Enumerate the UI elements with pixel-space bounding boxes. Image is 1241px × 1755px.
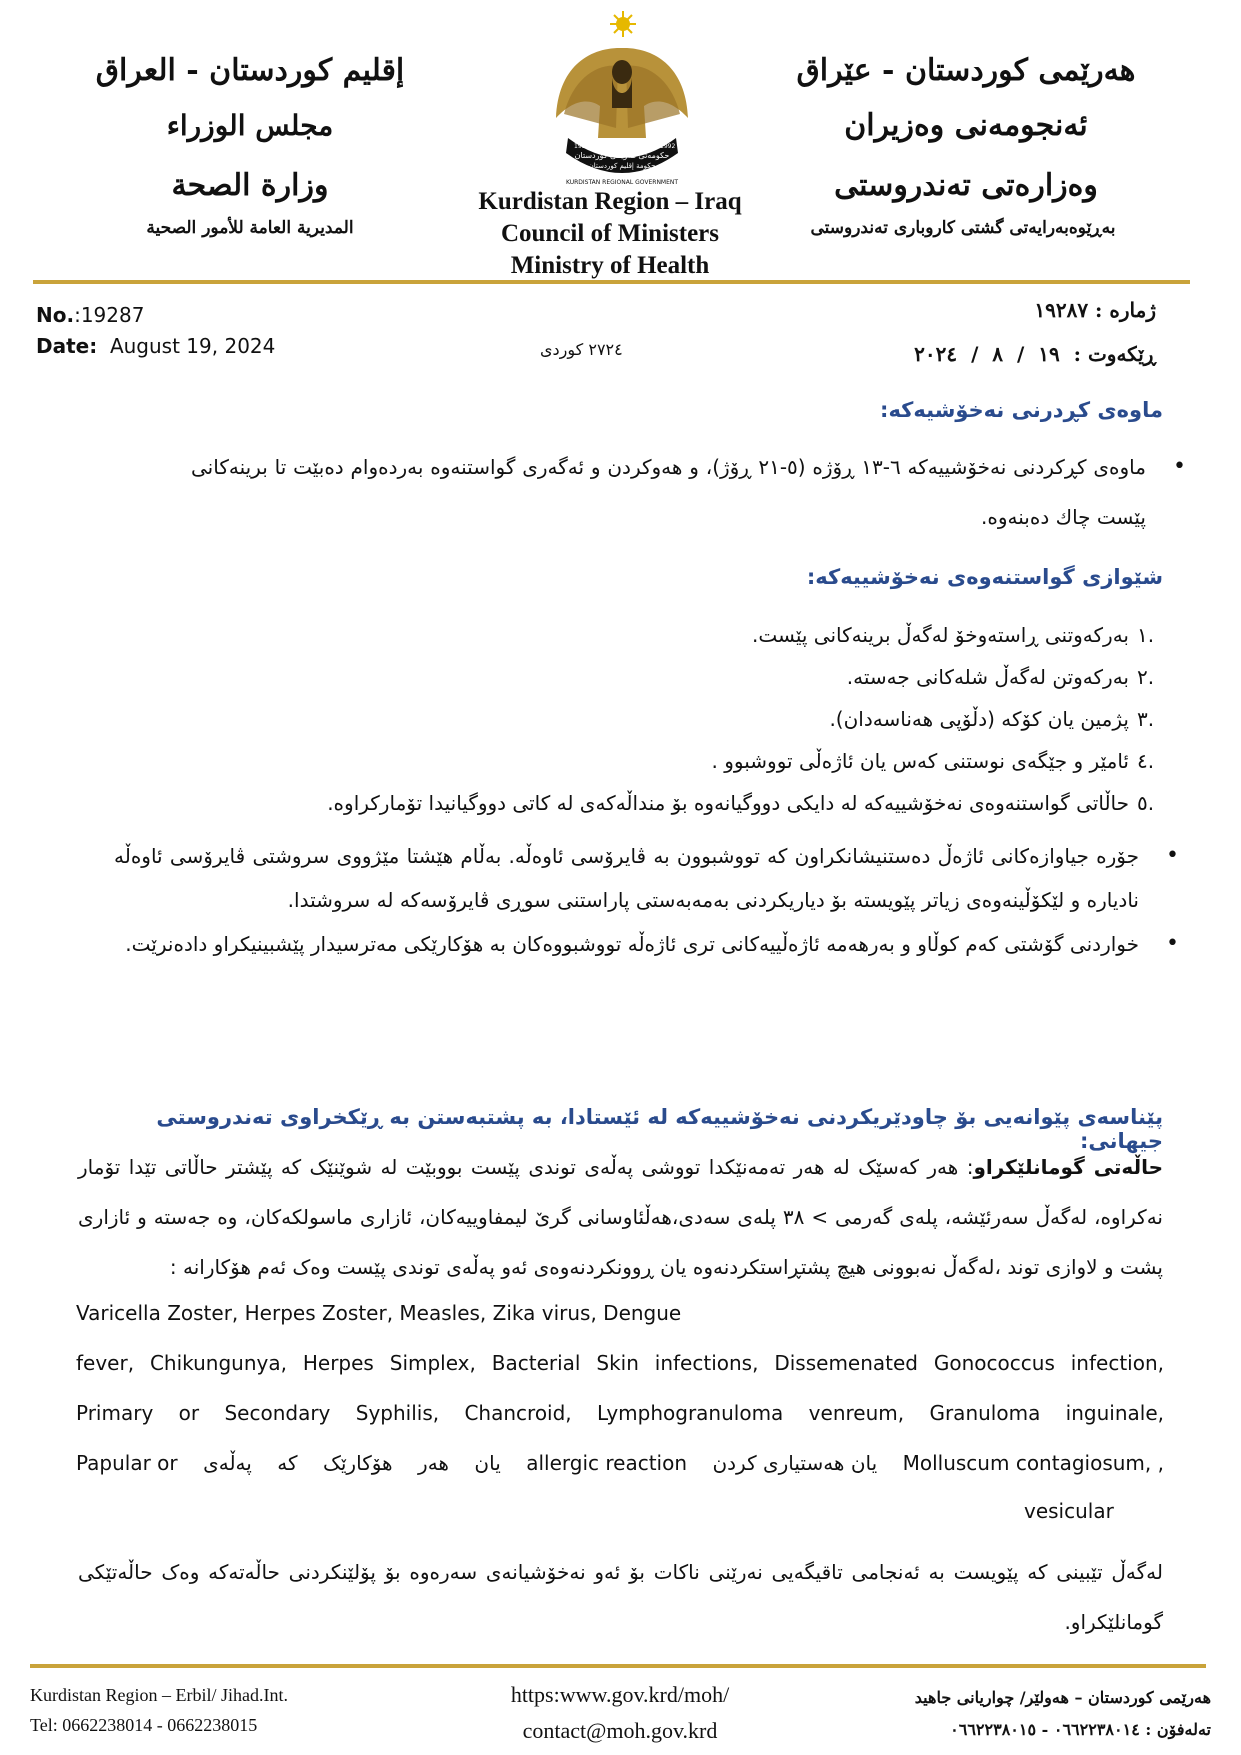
- header-arabic-line1: إقليم كوردستان - العراق: [95, 53, 405, 88]
- step-number-3: .٣: [1137, 707, 1155, 731]
- footer-address-ku: هەرێمی کوردستان – هەولێر/ چواریانی جاهید: [914, 1688, 1211, 1707]
- document-number-label: No.: [36, 303, 75, 327]
- eagle-emblem-icon: [528, 8, 714, 188]
- header-english-line1: Kurdistan Region – Iraq: [478, 188, 742, 215]
- transmission-step-4: [169, 740, 1155, 782]
- header-kurdish-line4: بەڕێوەبەرایەتی گشتی کاروباری تەندروستی: [810, 218, 1116, 238]
- footer-phone-ku: تەلەفۆن : ٠٦٦٢٢٣٨٠١٤ - ٠٦٦٢٢٣٨٠١٥: [950, 1720, 1211, 1739]
- document-date-value: August 19, 2024: [109, 334, 276, 358]
- suspected-case-paragraph: [78, 1142, 1163, 1292]
- papular-text: Papular or: [76, 1451, 178, 1475]
- header-english-line2: Council of Ministers: [500, 220, 720, 247]
- header-arabic-line4: المديرية العامة للأمور الصحية: [146, 218, 354, 238]
- logo-year-right: 1992: [660, 143, 676, 150]
- header-arabic-line2: مجلس الوزراء: [166, 109, 334, 142]
- header-kurdish-block: [786, 46, 1146, 216]
- that-word: کە: [277, 1451, 298, 1475]
- footer-right: [915, 1682, 1211, 1746]
- footer-left: [30, 1680, 288, 1740]
- footer-address-en: Kurdistan Region – Erbil/ Jihad.Int.: [30, 1685, 288, 1705]
- kurdish-date: ڕێکەوت : ١٩ / ٨ / ٢٠٢٤: [914, 342, 1156, 366]
- header-arabic-line3: وزارة الصحة: [171, 168, 329, 203]
- website-link[interactable]: https:www.gov.krd/moh/: [510, 1682, 730, 1707]
- footer-center: [470, 1677, 770, 1749]
- transmission-step-3: [169, 698, 1155, 740]
- step-number-1: .١: [1137, 623, 1155, 647]
- footer-divider: [30, 1664, 1206, 1668]
- suspected-case-text: : هەر کەسێک لە هەر تەمەنێکدا تووشی پەڵەی توندی پێست بووبێت لە شوێنێک کە پێشتر حاڵاتی تێدا تۆمار نەکراوە، لەگەڵ سەرئێشە، پلەی گەرمی > ٣٨ پلەی سەدی،هەڵئاوسانی گرێ لیمفاوییەکان، ئازاری ماسولکەکان، وە جەستە و ئازاری پشت و لاوازی توند ،لەگەڵ نەبوونی هیچ پشتڕاستکردنەوە یان ڕوونکردنەوەی ئەو پەڵەی توندی پێست وەک ئەم هۆکارانە :: [78, 1155, 1163, 1279]
- document-number-value: :19287: [74, 303, 145, 327]
- email-link[interactable]: contact@moh.gov.krd: [522, 1718, 718, 1743]
- transmission-steps: [169, 614, 1169, 824]
- kurdish-year: ٢٧٢٤ كوردی: [540, 340, 623, 359]
- section1-heading: ماوەی کڕدرنی نەخۆشیەکە:: [880, 398, 1163, 422]
- disease-list-line1: Varicella Zoster, Herpes Zoster, Measles, Zika virus, Dengue: [76, 1301, 682, 1325]
- kurdish-number: ژمارە : ١٩٢٨٧: [1034, 298, 1156, 322]
- patch-word: پەڵەی: [203, 1451, 252, 1475]
- section2-bullet-2: • خواردنی گۆشتی کەم کوڵاو و بەرهەمە ئاژەڵییەکانی تری ئاژەڵە تووشبووەکان بە هۆکارێکی مەترسیدار پێشبینیکراو دادەنرێت.: [114, 922, 1139, 966]
- section3-heading: پێناسەی پێوانەیی بۆ چاودێریکردنی نەخۆشییەکە لە ئێستادا، بە پشتبەستن بە ڕێکخراوی تەندروستی جیهانی:: [156, 1105, 1163, 1153]
- header-kurdish-line2: ئەنجومەنی وەزیران: [844, 108, 1088, 143]
- transmission-step-5: [169, 782, 1155, 824]
- header-arabic-block: [90, 46, 410, 216]
- any-word: هەر: [418, 1451, 449, 1475]
- allergic-reaction-text: allergic reaction: [526, 1451, 688, 1475]
- footer-phone-en: Tel: 0662238014 - 0662238015: [30, 1715, 258, 1735]
- logo-arc-top-text: حكومەتی هەرێمی کوردستان: [574, 151, 670, 160]
- section2-heading: شێوازی گواستنەوەی نەخۆشییەکە:: [806, 565, 1163, 589]
- header-kurdish-line1: هەرێمی کوردستان - عێراق: [796, 53, 1136, 88]
- disease-list-line2: fever, Chikungunya, Herpes Simplex, Bacterial Skin infections, Dissemenated Gonococcus infection,: [76, 1351, 1164, 1375]
- logo-arc-mid-text: حكومة إقليم كوردستان: [588, 162, 656, 170]
- section1-bullet: • ماوەی کڕکردنی نەخۆشییەکە ٦-١٣ ڕۆژە (٥-٢١ ڕۆژ)، و هەوکردن و ئەگەری گواستنەوە بەردەوام دەبێت تا برینەکانی پێست چاك دەبنەوە.: [191, 442, 1146, 542]
- document-date: [36, 334, 275, 358]
- document-date-label: Date:: [36, 334, 98, 358]
- step-number-5: .٥: [1137, 791, 1155, 815]
- or-allergy-text: یان هەستیاری کردن: [712, 1451, 878, 1475]
- header-english-block: [450, 186, 770, 282]
- logo-year-left: 1992: [574, 143, 590, 150]
- header-english-line3: Ministry of Health: [510, 252, 710, 279]
- krg-emblem-logo: [528, 8, 714, 188]
- step-text-3: پژمین یان کۆکە (دڵۆپی هەناسەدان).: [829, 707, 1129, 731]
- disease-list-line3: Primary or Secondary Syphilis, Chancroid, Lymphogranuloma venreum, Granuloma inguinale,: [76, 1401, 1164, 1425]
- header-kurdish-line3: وەزارەتی تەندروستی: [834, 168, 1098, 203]
- step-text-1: بەرکەوتنی ڕاستەوخۆ لەگەڵ برینەکانی پێست.: [752, 623, 1129, 647]
- or-word: یان: [474, 1451, 501, 1475]
- transmission-step-2: [169, 656, 1155, 698]
- step-text-2: بەرکەوتن لەگەڵ شلەکانی جەستە.: [846, 665, 1129, 689]
- cause-word: هۆکارێک: [322, 1451, 393, 1475]
- step-text-5: حاڵاتی گواستنەوەی نەخۆشییەکە لە دایکی دووگیانەوە بۆ منداڵەکەی لە کاتی دووگیانیدا تۆمارکراوە.: [327, 791, 1129, 815]
- step-number-2: .٢: [1137, 665, 1155, 689]
- section2-bullets: [114, 834, 1191, 966]
- molluscum-text: Molluscum contagiosum, ,: [902, 1451, 1164, 1475]
- section1-list: [191, 442, 1191, 542]
- logo-arc-bottom-text: KURDISTAN REGIONAL GOVERNMENT: [565, 179, 679, 186]
- step-text-4: ئامێر و جێگەی نوستنی کەس یان ئاژەڵی تووشبوو .: [711, 749, 1129, 773]
- vesicular-text: vesicular: [1024, 1499, 1114, 1523]
- closing-note: لەگەڵ تێبینی کە پێویست بە ئەنجامی تاقیگەیی نەرێنی ناکات بۆ ئەو نەخۆشیانەی سەرەوە بۆ پۆلێنکردنی حاڵەتەکە وەک حاڵەتێکی گومانلێکراو.: [78, 1560, 1163, 1634]
- suspected-case-label: حاڵەتی گومانلێکراو: [973, 1155, 1163, 1179]
- section2-bullet-1: • جۆرە جیاوازەکانی ئاژەڵ دەستنیشانکراون کە تووشبوون بە ڤایرۆسی ئاوەڵە. بەڵام هێشتا مێژووی سروشتی ڤایرۆسی ئاوەڵە نادیارە و لێکۆڵینەوەی زیاتر پێویستە بۆ دیاریکردنی بەمەبەستی پاراستنی سوڕی ڤایرۆسەکە لە سروشتدا.: [114, 834, 1139, 922]
- disease-list-line4: [76, 1451, 1164, 1475]
- transmission-step-1: [169, 614, 1155, 656]
- step-number-4: .٤: [1137, 749, 1155, 773]
- header-divider: [33, 280, 1190, 284]
- document-number: [36, 303, 144, 327]
